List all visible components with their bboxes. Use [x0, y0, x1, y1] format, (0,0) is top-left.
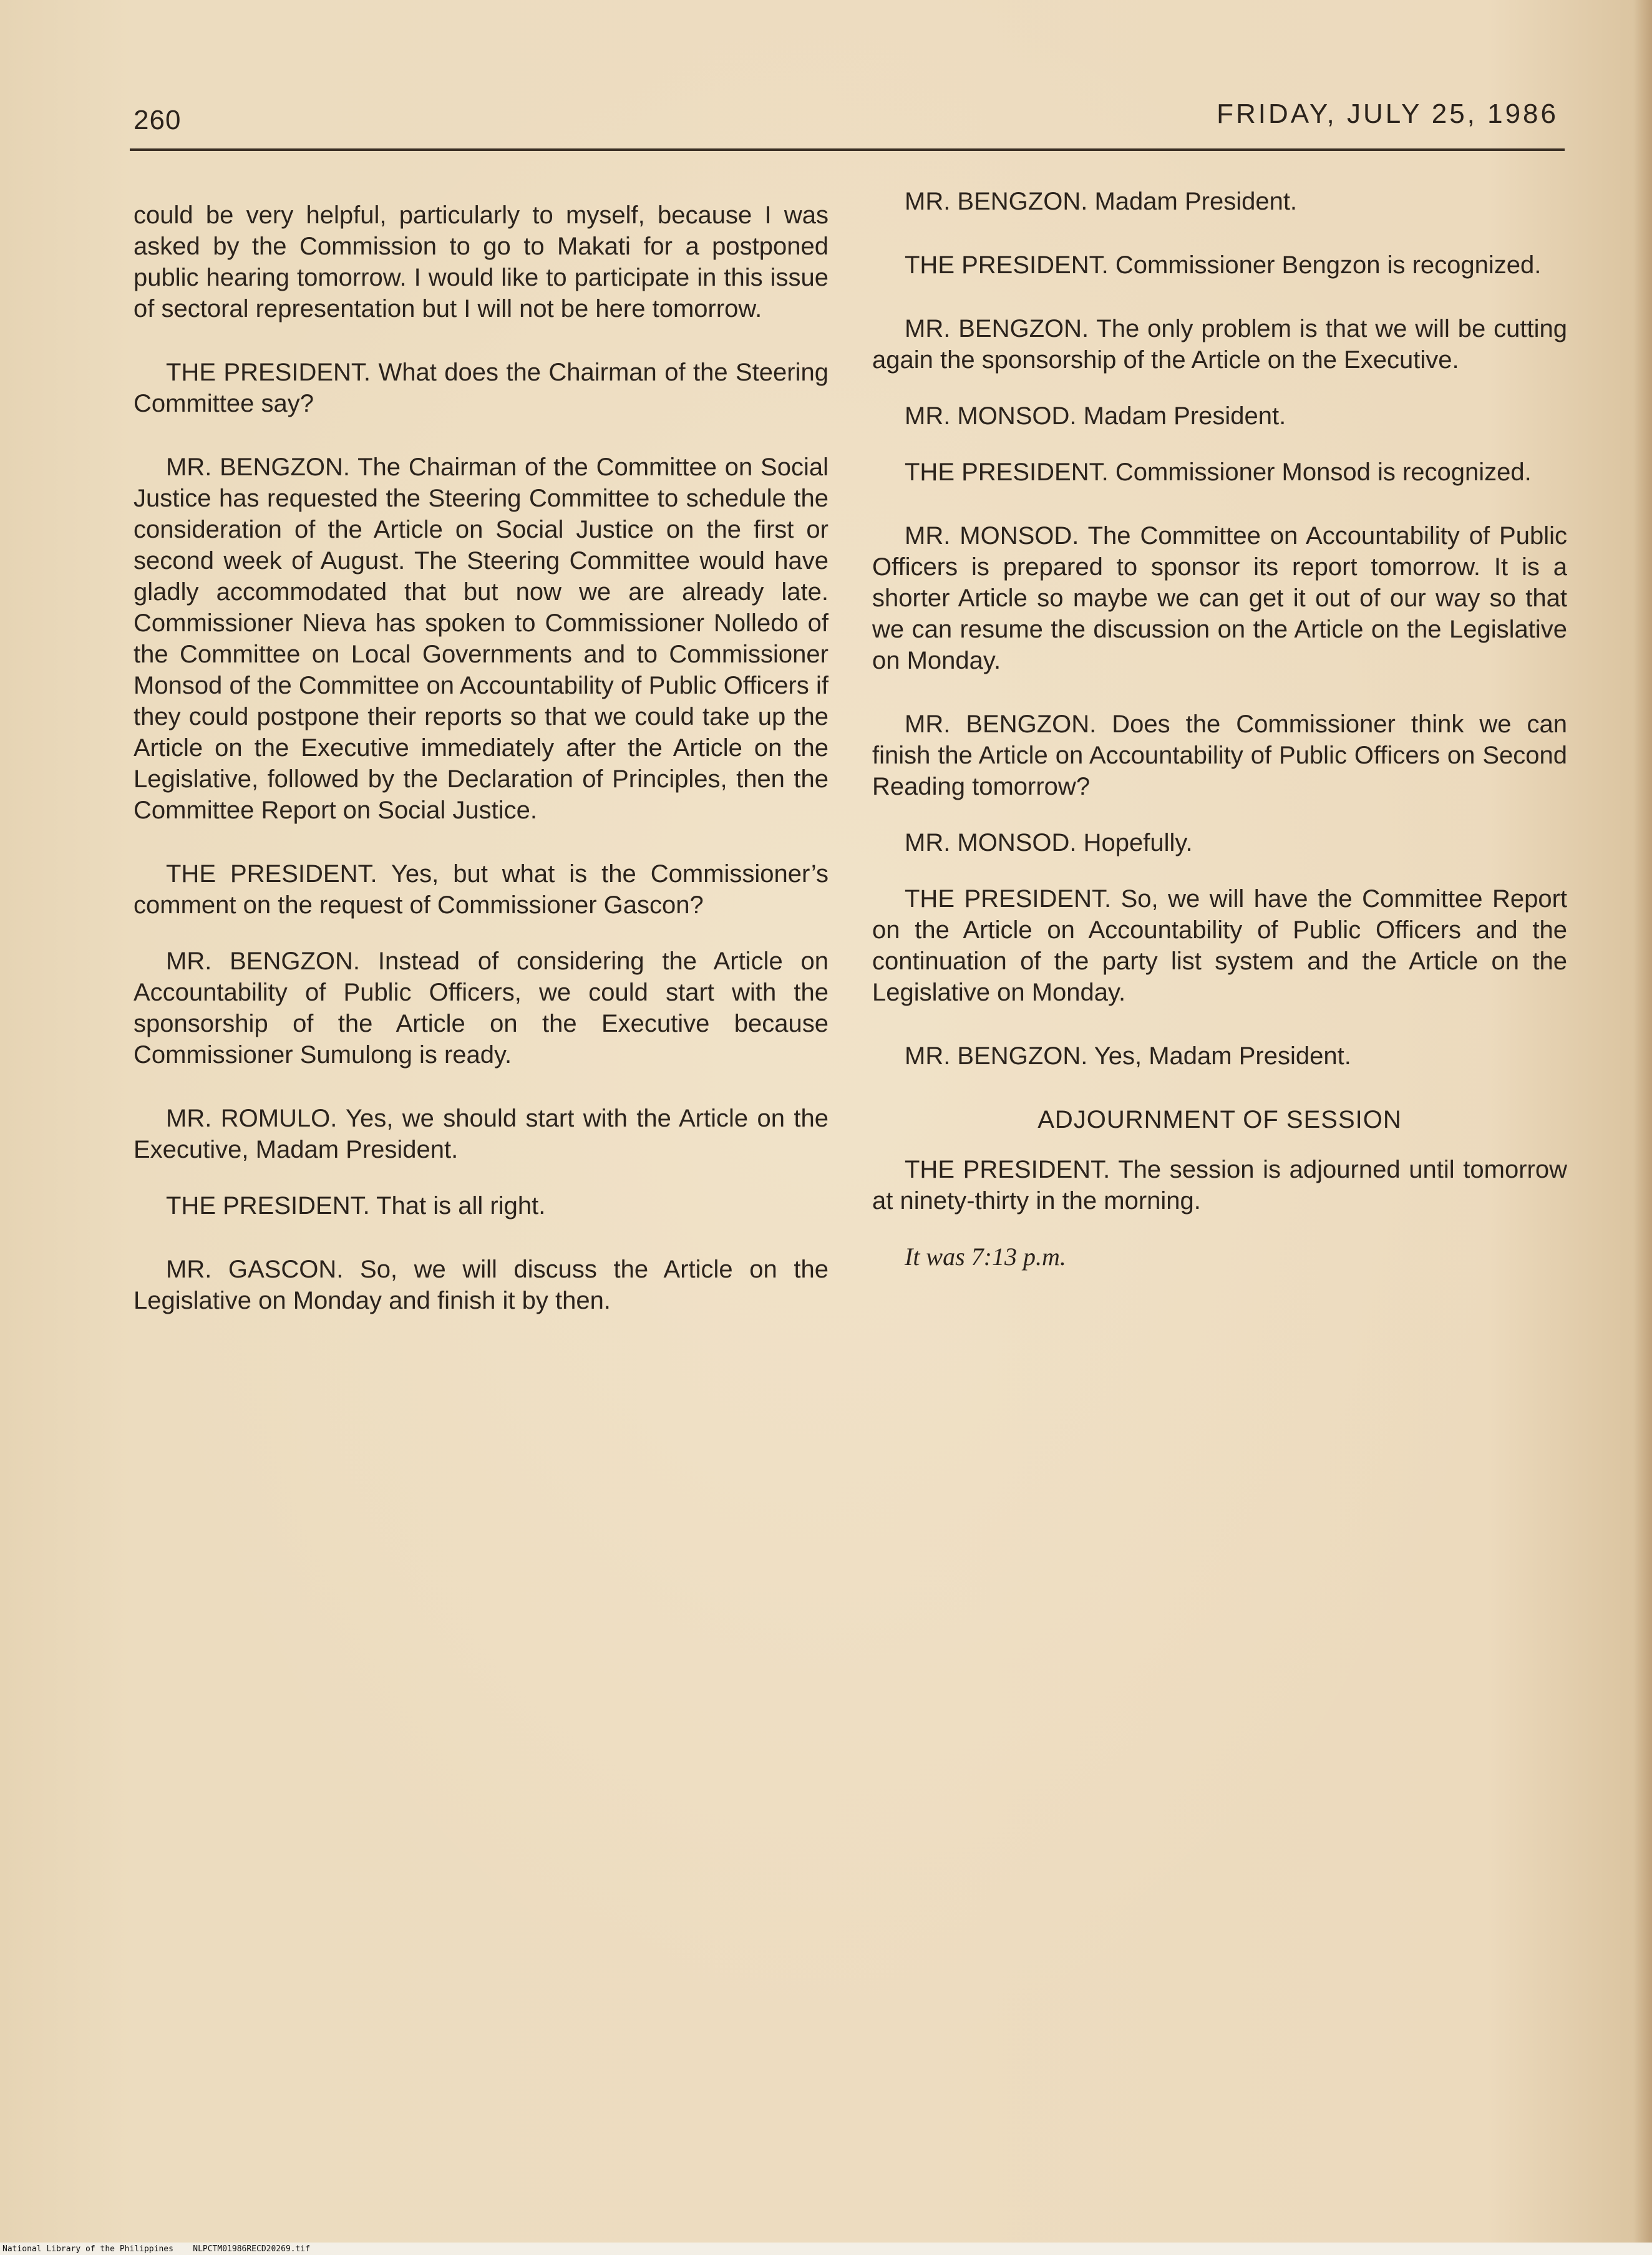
paragraph: THE PRESIDENT. That is all right.	[166, 1192, 546, 1220]
header-rule	[130, 148, 1565, 151]
paragraph: MR. MONSOD. The Committee on Accountability of Public Officers is prepared to sponsor its report tomorrow. It is a shorter Article so maybe we can get it out of our way so that we can resume the discussion on the Article on the Legislative on Monday.	[872, 522, 1567, 674]
paragraph: MR. BENGZON. Madam President.	[905, 188, 1298, 215]
paragraph: THE PRESIDENT. What does the Chairman of the Steering Committee say?	[134, 359, 828, 417]
footer-source: National Library of the Philippines	[2, 2244, 173, 2254]
paragraph: THE PRESIDENT. Commissioner Monsod is recognized.	[905, 458, 1532, 486]
right-column	[872, 186, 1567, 1273]
header-date: FRIDAY, JULY 25, 1986	[1217, 99, 1558, 129]
paragraph: MR. MONSOD. Madam President.	[905, 402, 1286, 430]
paragraph: MR. BENGZON. The only problem is that we will be cutting again the sponsorship of the Article on the Executive.	[872, 315, 1567, 374]
adjournment-statement: THE PRESIDENT. The session is adjourned until tomorrow at ninety-thirty in the morning.	[872, 1156, 1567, 1215]
paragraph: MR. BENGZON. The Chairman of the Committee on Social Justice has requested the Steering Committee to schedule the consideration of the Article on Social Justice on the first or second week of August. The Steering Committee would have gladly accommodated that but now we are already late. Commissioner Nieva has spoken to Commissioner Nolledo of the Committee on Local Governments and to Commissioner Monsod of the Committee on Accountability of Public Officers if they could postpone their reports so that we could take up the Article on the Executive immediately after the Article on the Legislative, followed by the Declaration of Principles, then the Committee Report on Social Justice.	[134, 453, 828, 824]
paragraph: MR. ROMULO. Yes, we should start with the Article on the Executive, Madam President.	[134, 1105, 828, 1163]
paragraph: THE PRESIDENT. So, we will have the Committee Report on the Article on Accountability of Public Officers and the continuation of the party list system and the Article on the Legislative on Monday.	[872, 885, 1567, 1006]
left-column	[134, 200, 828, 1349]
paragraph: MR. BENGZON. Yes, Madam President.	[905, 1042, 1351, 1070]
closing-time: It was 7:13 p.m.	[905, 1243, 1066, 1271]
section-heading: ADJOURNMENT OF SESSION	[1037, 1106, 1402, 1133]
paragraph: MR. GASCON. So, we will discuss the Article on the Legislative on Monday and finish it by then.	[134, 1256, 828, 1314]
scan-footer-text	[2, 2244, 310, 2254]
paragraph: MR. BENGZON. Instead of considering the Article on Accountability of Public Officers, we could start with the sponsorship of the Article on the Executive because Commissioner Sumulong is ready.	[134, 948, 828, 1069]
paragraph: MR. BENGZON. Does the Commissioner think we can finish the Article on Accountability of Public Officers on Second Reading tomorrow?	[872, 710, 1567, 800]
page-edge-shadow	[1633, 0, 1652, 2255]
paragraph: THE PRESIDENT. Commissioner Bengzon is recognized.	[905, 251, 1542, 279]
scan-footer	[0, 2243, 1652, 2255]
footer-filename: NLPCTM01986RECD20269.tif	[193, 2244, 311, 2254]
paragraph: could be very helpful, particularly to myself, because I was asked by the Commission to go to Makati for a postponed public hearing tomorrow. I would like to participate in this issue of sectoral representation but I will not be here tomorrow.	[134, 201, 828, 322]
paragraph: MR. MONSOD. Hopefully.	[905, 829, 1193, 856]
paragraph: THE PRESIDENT. Yes, but what is the Commissioner’s comment on the request of Commissioner Gascon?	[134, 860, 828, 919]
page-number: 260	[134, 105, 182, 135]
